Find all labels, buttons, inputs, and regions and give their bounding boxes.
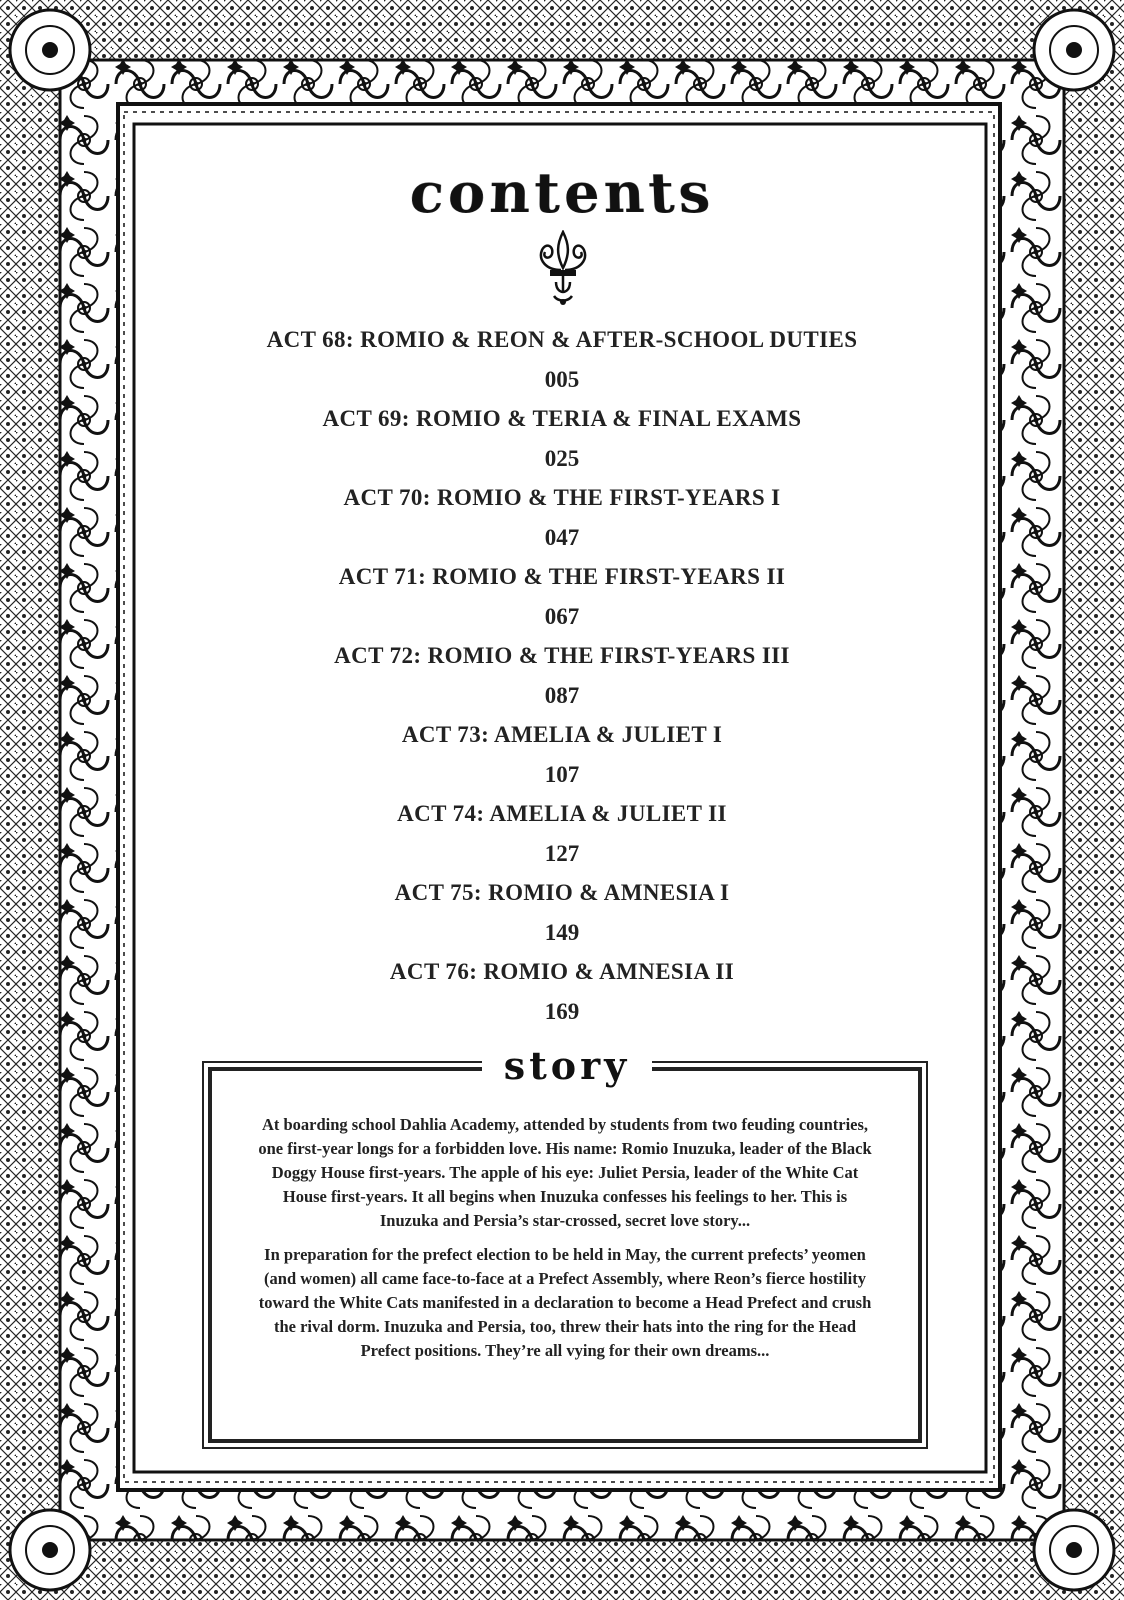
page-number: 169	[544, 999, 580, 1024]
page-number: 047	[544, 525, 580, 550]
toc-entry[interactable]	[140, 873, 984, 952]
act-title: ACT 76: ROMIO & AMNESIA II	[389, 959, 735, 984]
fleur-de-lis-icon	[532, 230, 594, 310]
story-text	[252, 1113, 878, 1373]
toc-entry[interactable]	[140, 557, 984, 636]
toc-entry[interactable]	[140, 715, 984, 794]
table-of-contents	[140, 320, 984, 1031]
story-box	[208, 1043, 922, 1443]
act-title: ACT 71: ROMIO & THE FIRST-YEARS II	[338, 564, 786, 589]
page-number: 087	[544, 683, 580, 708]
toc-entry[interactable]	[140, 478, 984, 557]
page-number: 067	[544, 604, 580, 629]
act-title: ACT 70: ROMIO & THE FIRST-YEARS I	[343, 485, 781, 510]
toc-entry[interactable]	[140, 320, 984, 399]
page-number: 005	[544, 367, 580, 392]
toc-entry[interactable]	[140, 952, 984, 1031]
story-paragraph: At boarding school Dahlia Academy, attended by students from two feuding countries, one first-year longs for a forbidden love. His name: Romio Inuzuka, leader of the Black Doggy House first-years. The apple of his eye: Juliet Persia, leader of the White Cat House first-years. It all begins when Inuzuka confesses his feelings to her. This is Inuzuka and Persia’s star-crossed, secret love story...	[258, 1115, 872, 1230]
story-paragraph: In preparation for the prefect election to be held in May, the current prefects’ yeomen (and women) all came face-to-face at a Prefect Assembly, where Reon’s fierce hostility toward the White Cats manifested in a declaration to become a Head Prefect and crush the rival dorm. Inuzuka and Persia, too, threw their hats into the ring for the Head Prefect positions. They’re all vying for their own dreams...	[258, 1245, 872, 1360]
toc-entry[interactable]	[140, 794, 984, 873]
act-title: ACT 72: ROMIO & THE FIRST-YEARS III	[334, 643, 790, 668]
page-number: 025	[544, 446, 580, 471]
toc-entry[interactable]	[140, 636, 984, 715]
page-number: 107	[544, 762, 580, 787]
toc-entry[interactable]	[140, 399, 984, 478]
story-title: story	[503, 1043, 631, 1088]
contents-title: contents	[407, 160, 717, 227]
act-title: ACT 68: ROMIO & REON & AFTER-SCHOOL DUTIES	[266, 327, 858, 352]
page-number: 149	[544, 920, 580, 945]
act-title: ACT 75: ROMIO & AMNESIA I	[394, 880, 730, 905]
act-title: ACT 69: ROMIO & TERIA & FINAL EXAMS	[322, 406, 802, 431]
page-number: 127	[544, 841, 580, 866]
act-title: ACT 73: AMELIA & JULIET I	[401, 722, 723, 747]
act-title: ACT 74: AMELIA & JULIET II	[397, 801, 727, 826]
